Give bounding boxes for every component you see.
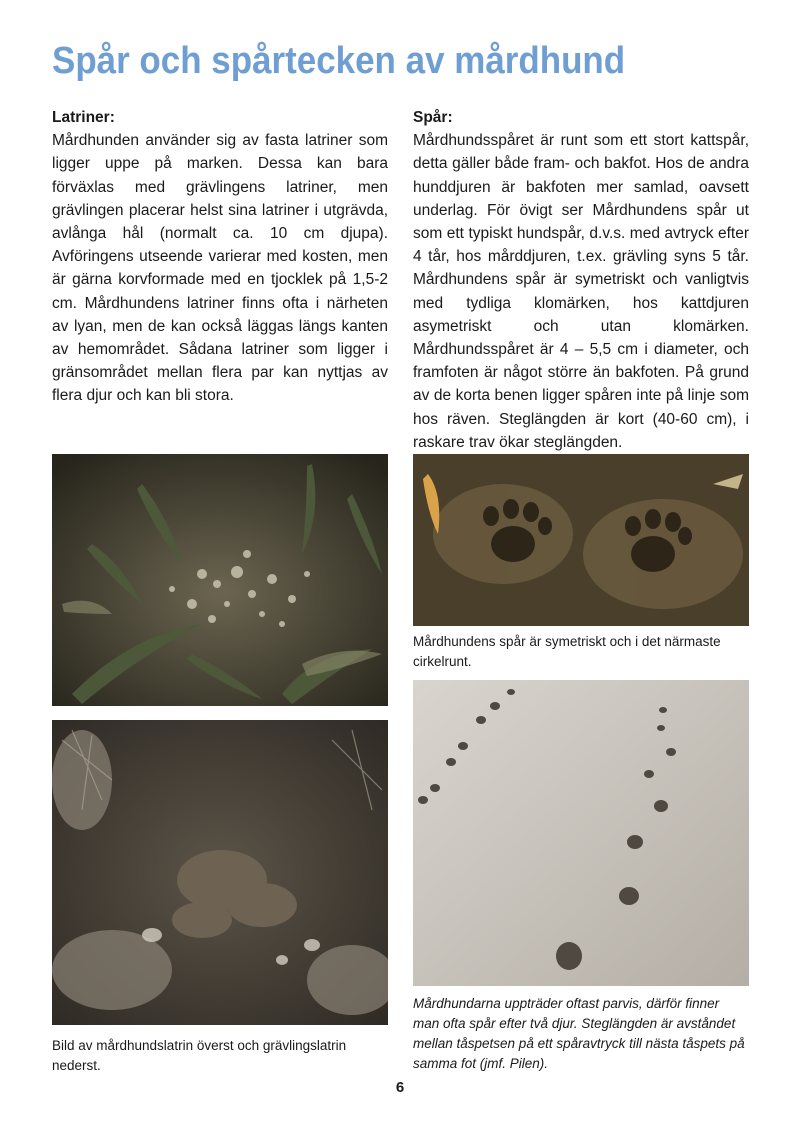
raccoon-dog-latrine-photo <box>52 454 388 706</box>
tracks-text: Mårdhundsspåret är runt som ett stort kattspår, detta gäller både fram- och bakfot. Hos de andra hunddjuren är bakfoten mer samlad, oavsett underlag. För övigt ser Mårdhundens spår ut som ett typiskt hundspår, d.v.s. med avtryck efter 4 tår, hos mårddjuren, t.ex. grävling syns 5 tår. Mårdhundens spår är symetriskt och vanligtvis med tydliga klomärken, hos kattdjuren asymetriskt och utan klomärken. Mårdhundsspåret är 4 – 5,5 cm i diameter, och framfoten är något större än bakfoten. På grund av de korta benen ligger spåren inte på linje som hos räven. Steglängden är kort (40-60 cm), i raskare trav ökar steglängden. <box>413 132 749 451</box>
latrines-heading: Latriner: <box>52 109 115 126</box>
footprint-photo-caption: Mårdhundens spår är symetriskt och i det närmaste cirkelrunt. <box>413 634 721 669</box>
snow-tracks-photo <box>413 680 749 986</box>
latrines-section <box>52 106 388 408</box>
tracks-section <box>413 106 749 454</box>
footprint-photo <box>413 454 749 626</box>
latrines-text: Mårdhunden använder sig av fasta latriner som ligger uppe på marken. Dessa kan bara förväxlas med grävlingens latriner, men grävlingen placerar helst sina latriner i utgrävda, avlånga hål (normalt ca. 10 cm djupa). Avföringens utseende varierar med kosten, men är gärna korvformade med en tjocklek på 1,5-2 cm. Mårdhundens latriner finns ofta i närheten av lyan, men de kan också läggas längs kanten av hemområdet. Sådana latriner som ligger i gränsområdet mellan flera par kan nyttjas av flera djur och kan bli stora. <box>52 132 388 405</box>
snow-tracks-caption: Mårdhundarna uppträder oftast parvis, därför finner man ofta spår efter två djur. Steglängden är avståndet mellan tåspetsen på ett spåravtryck till nästa tåspets på samma fot (jmf. Pilen). <box>413 996 745 1071</box>
badger-latrine-photo <box>52 720 388 1025</box>
latrine-photos-caption: Bild av mårdhundslatrin överst och grävlingslatrin nederst. <box>52 1038 347 1073</box>
page-number: 6 <box>395 1079 405 1096</box>
tracks-heading: Spår: <box>413 109 453 126</box>
page-title: Spår och spårtecken av mårdhund <box>52 40 626 82</box>
